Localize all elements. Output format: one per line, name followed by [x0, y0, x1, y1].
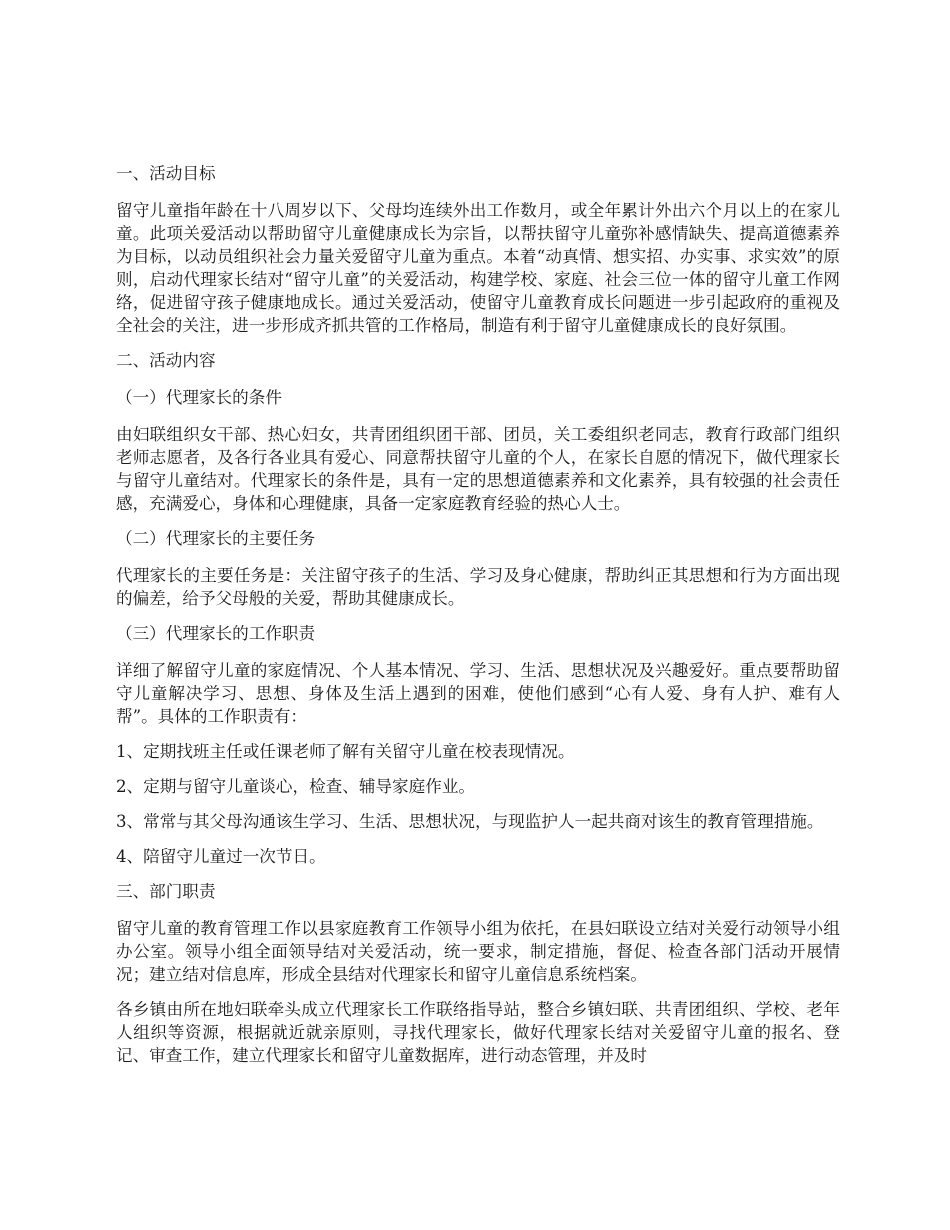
paragraph-conditions: 由妇联组织女干部、热心妇女，共青团组织团干部、团员，关工委组织老同志，教育行政部门组织老师志愿者，及各行各业具有爱心、同意帮扶留守儿童的个人，在家长自愿的情况下，做代理家长与留守儿童结对。代理家长的条件是，具有一定的思想道德素养和文化素养，具有较强的社会责任感，充满爱心，身体和心理健康，具备一定家庭教育经验的热心人士。 — [116, 425, 840, 513]
paragraph-responsibilities-county: 留守儿童的教育管理工作以县家庭教育工作领导小组为依托，在县妇联设立结对关爱行动领导小组办公室。领导小组全面领导结对关爱活动，统一要求，制定措施，督促、检查各部门活动开展情况；建立结对信息库，形成全县结对代理家长和留守儿童信息系统档案。 — [116, 919, 840, 984]
subheading-conditions: （一）代理家长的条件 — [116, 388, 282, 407]
section-heading-goals: 一、活动目标 — [116, 164, 216, 183]
list-item-duty-4: 4、陪留守儿童过一次节日。 — [116, 847, 326, 866]
list-item-duty-1: 1、定期找班主任或任课老师了解有关留守儿童在校表现情况。 — [116, 742, 575, 761]
list-item-duty-3: 3、常常与其父母沟通该生学习、生活、思想状况，与现监护人一起共商对该生的教育管理措施。 — [116, 812, 824, 831]
paragraph-tasks: 代理家长的主要任务是：关注留守孩子的生活、学习及身心健康，帮助纠正其思想和行为方面出现的偏差，给予父母般的关爱，帮助其健康成长。 — [116, 566, 840, 608]
paragraph-duties: 详细了解留守儿童的家庭情况、个人基本情况、学习、生活、思想状况及兴趣爱好。重点要帮助留守儿童解决学习、思想、身体及生活上遇到的困难，使他们感到“心有人爱、身有人护、难有人帮”。具体的工作职责有： — [116, 661, 840, 726]
section-heading-content: 二、活动内容 — [116, 351, 216, 370]
section-heading-responsibilities: 三、部门职责 — [116, 882, 216, 901]
document-body — [116, 162, 840, 1079]
paragraph-responsibilities-township: 各乡镇由所在地妇联牵头成立代理家长工作联络指导站，整合乡镇妇联、共青团组织、学校、老年人组织等资源，根据就近就亲原则，寻找代理家长，做好代理家长结对关爱留守儿童的报名、登记、审查工作，建立代理家长和留守儿童数据库，进行动态管理，并及时 — [116, 1000, 840, 1065]
subheading-duties: （三）代理家长的工作职责 — [116, 624, 316, 643]
paragraph-goals: 留守儿童指年龄在十八周岁以下、父母均连续外出工作数月，或全年累计外出六个月以上的在家儿童。此项关爱活动以帮助留守儿童健康成长为宗旨，以帮扶留守儿童弥补感情缺失、提高道德素养为目标，以动员组织社会力量关爱留守儿童为重点。本着“动真情、想实招、办实事、求实效”的原则，启动代理家长结对“留守儿童”的关爱活动，构建学校、家庭、社会三位一体的留守儿童工作网络，促进留守孩子健康地成长。通过关爱活动，使留守儿童教育成长问题进一步引起政府的重视及全社会的关注，进一步形成齐抓共管的工作格局，制造有利于留守儿童健康成长的良好氛围。 — [116, 201, 840, 335]
subheading-tasks: （二）代理家长的主要任务 — [116, 529, 316, 548]
list-item-duty-2: 2、定期与留守儿童谈心，检查、辅导家庭作业。 — [116, 777, 476, 796]
